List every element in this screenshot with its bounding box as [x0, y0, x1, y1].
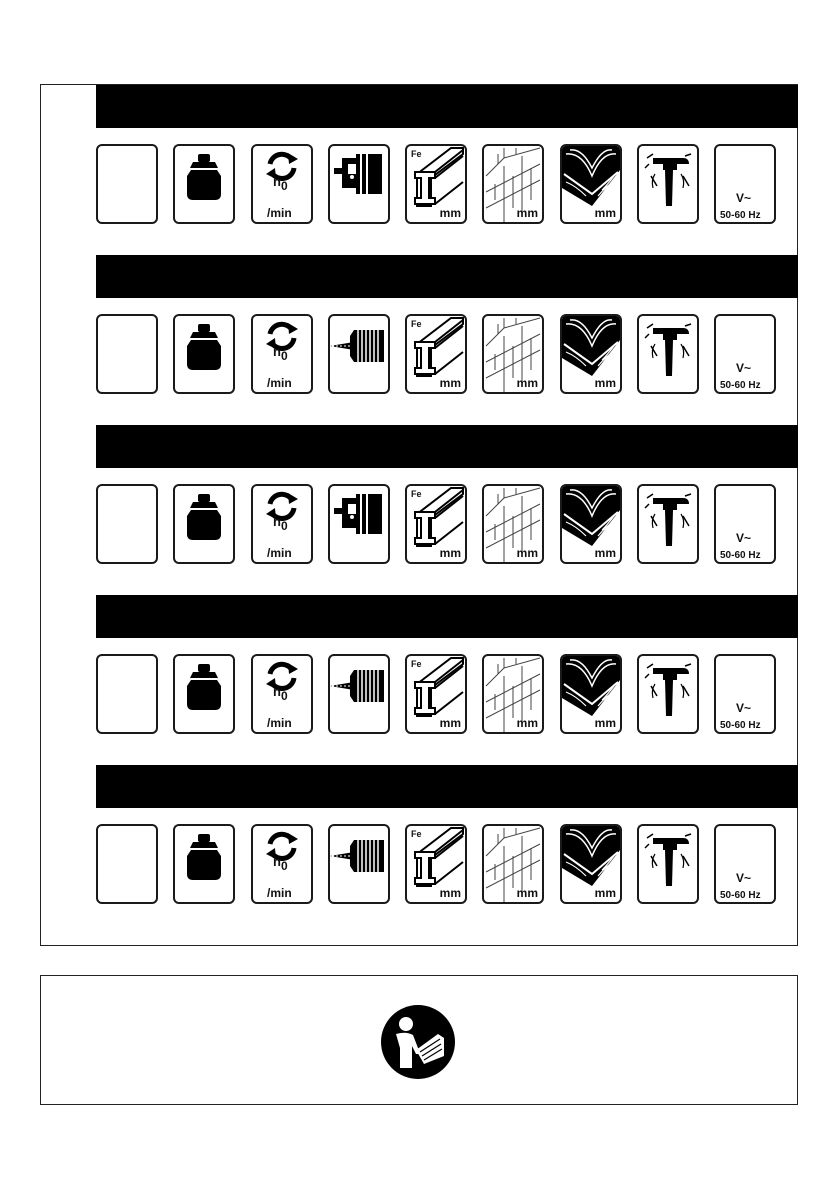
- mm-label: mm: [439, 886, 461, 900]
- wood-icon: [560, 654, 622, 734]
- mm-label: mm: [439, 206, 461, 220]
- voltage-label: V~: [736, 531, 752, 545]
- model-header-bar: [96, 85, 798, 128]
- rotation-icon: [251, 484, 313, 564]
- voltage-tile: [714, 314, 776, 394]
- rotation-icon: [251, 144, 313, 224]
- weight-icon: [173, 654, 235, 734]
- mm-label: mm: [516, 886, 538, 900]
- frequency-label: 50-60 Hz: [720, 890, 761, 901]
- mm-label: mm: [439, 546, 461, 560]
- masonry-icon: [482, 484, 544, 564]
- keyless-chuck-drill-bit-icon: [328, 314, 390, 394]
- voltage-label: V~: [736, 361, 752, 375]
- spec-icon-row: [96, 824, 786, 906]
- frequency-label: 50-60 Hz: [720, 550, 761, 561]
- weight-icon: [173, 314, 235, 394]
- mm-label: mm: [594, 376, 616, 390]
- frequency-label: 50-60 Hz: [720, 210, 761, 221]
- hammer-icon: [637, 484, 699, 564]
- masonry-icon: [482, 654, 544, 734]
- steel-symbol: Fe: [411, 319, 422, 329]
- mm-label: mm: [516, 206, 538, 220]
- mm-label: mm: [516, 546, 538, 560]
- steel-beam-icon: [405, 824, 467, 904]
- frequency-label: 50-60 Hz: [720, 380, 761, 391]
- hammer-icon: [637, 144, 699, 224]
- hammer-icon: [637, 824, 699, 904]
- weight-icon: [173, 484, 235, 564]
- mm-label: mm: [439, 716, 461, 730]
- rotation-icon: [251, 314, 313, 394]
- keyed-chuck-icon: [328, 484, 390, 564]
- wood-icon: [560, 484, 622, 564]
- hammer-icon: [637, 654, 699, 734]
- spec-icon-row: [96, 314, 786, 396]
- voltage-label: V~: [736, 191, 752, 205]
- speed-symbol: $n_0$: [273, 174, 288, 193]
- steel-symbol: Fe: [411, 149, 422, 159]
- blank-tile: [96, 314, 158, 394]
- weight-icon: [173, 144, 235, 224]
- speed-unit: /min: [267, 376, 292, 390]
- keyed-chuck-icon: [328, 144, 390, 224]
- rotation-icon: [251, 824, 313, 904]
- speed-unit: /min: [267, 546, 292, 560]
- mm-label: mm: [516, 376, 538, 390]
- mm-label: mm: [594, 206, 616, 220]
- keyless-chuck-drill-bit-icon: [328, 824, 390, 904]
- steel-symbol: Fe: [411, 489, 422, 499]
- wood-icon: [560, 144, 622, 224]
- model-header-bar: [96, 425, 798, 468]
- spec-icon-row: [96, 144, 786, 226]
- wood-icon: [560, 314, 622, 394]
- speed-symbol: $n_0$: [273, 514, 288, 533]
- keyless-chuck-drill-bit-icon: [328, 654, 390, 734]
- speed-symbol: $n_0$: [273, 344, 288, 363]
- rotation-icon: [251, 654, 313, 734]
- voltage-tile: [714, 484, 776, 564]
- model-header-bar: [96, 595, 798, 638]
- mm-label: mm: [516, 716, 538, 730]
- read-manual-icon: [380, 1004, 456, 1080]
- voltage-label: V~: [736, 871, 752, 885]
- speed-unit: /min: [267, 886, 292, 900]
- steel-beam-icon: [405, 654, 467, 734]
- speed-symbol: $n_0$: [273, 854, 288, 873]
- steel-beam-icon: [405, 144, 467, 224]
- steel-beam-icon: [405, 314, 467, 394]
- frequency-label: 50-60 Hz: [720, 720, 761, 731]
- voltage-tile: [714, 144, 776, 224]
- mm-label: mm: [594, 716, 616, 730]
- steel-symbol: Fe: [411, 829, 422, 839]
- speed-symbol: $n_0$: [273, 684, 288, 703]
- spec-icon-row: [96, 654, 786, 736]
- blank-tile: [96, 144, 158, 224]
- voltage-label: V~: [736, 701, 752, 715]
- masonry-icon: [482, 314, 544, 394]
- blank-tile: [96, 824, 158, 904]
- masonry-icon: [482, 824, 544, 904]
- voltage-tile: [714, 654, 776, 734]
- blank-tile: [96, 484, 158, 564]
- hammer-icon: [637, 314, 699, 394]
- steel-beam-icon: [405, 484, 467, 564]
- manual-panel: [40, 975, 798, 1105]
- blank-tile: [96, 654, 158, 734]
- spec-icon-row: [96, 484, 786, 566]
- wood-icon: [560, 824, 622, 904]
- mm-label: mm: [594, 886, 616, 900]
- speed-unit: /min: [267, 716, 292, 730]
- voltage-tile: [714, 824, 776, 904]
- mm-label: mm: [439, 376, 461, 390]
- masonry-icon: [482, 144, 544, 224]
- mm-label: mm: [594, 546, 616, 560]
- speed-unit: /min: [267, 206, 292, 220]
- weight-icon: [173, 824, 235, 904]
- steel-symbol: Fe: [411, 659, 422, 669]
- model-header-bar: [96, 255, 798, 298]
- model-header-bar: [96, 765, 798, 808]
